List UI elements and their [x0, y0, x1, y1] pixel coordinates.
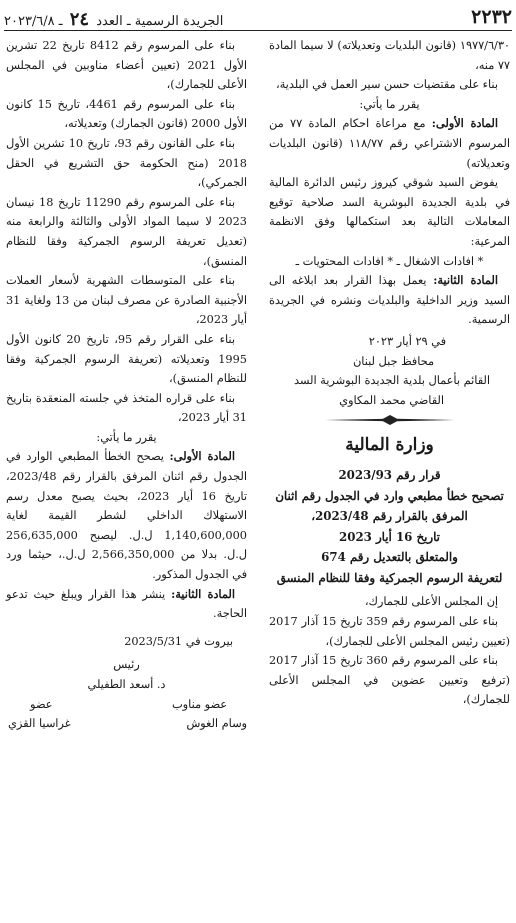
body-paragraph: إن المجلس الأعلى للجمارك،: [364, 595, 498, 609]
journal-name: الجريدة الرسمية ـ العدد: [96, 14, 224, 29]
article-two: [269, 271, 510, 330]
signature-name: القاضي محمد المكاوي: [339, 393, 444, 407]
article-one: [269, 114, 510, 173]
decision-number: قرار رقم 2023/93: [338, 468, 441, 483]
signature-date: في ٢٩ أيار ٢٠٢٣: [368, 334, 446, 348]
members-labels-row: [6, 695, 247, 715]
article-label: المادة الأولى:: [431, 116, 498, 131]
article-text: يصحح الخطأ المطبعي الوارد في الجدول رقم اثنان المرفق بالقرار رقم 2023/48، تاريخ 16 أيار 2023، بحيث يصبح معدل رسم الاستهلاك الداخلي لشطر القيمة لغاية 1,140,600,000 ل.ل. ليصبح 256,635,000 ل.ل. بدلا من 2,566,350,000 ل.ل.، حيثما ورد في الجدول المذكور.: [6, 450, 247, 582]
article-text: مع مراعاة احكام المادة ٧٧ من المرسوم الاشتراعي رقم ١١٨/٧٧ (قانون البلديات وتعديلاته): [269, 117, 510, 170]
right-column: [269, 36, 510, 710]
body-paragraph: بناء على قراره المتخذ في جلسته المنعقدة بتاريخ 31 أيار 2023،: [6, 391, 247, 425]
authorization-paragraph: يفوض السيد شوقي كيروز رئيس الدائرة المالية في بلدية الجديدة البوشرية السد صلاحية توقيع المعاملات التالية بعد استكمالها وفق الانظمة المرعية:: [269, 176, 510, 248]
article-label: المادة الثانية:: [171, 586, 235, 601]
body-paragraph: بناء على المرسوم رقم 360 تاريخ 15 آذار 2017 (ترفيع وتعيين عضوين في المجلس الأعلى للجمارك)،: [269, 654, 510, 707]
page-header: [4, 6, 512, 31]
body-paragraph: بناء على القانون رقم 93، تاريخ 10 تشرين الأول 2018 (منح الحكومة حق التشريع في الحقل الجمركي)،: [6, 136, 247, 190]
member-label: عضو: [30, 697, 53, 711]
decides-heading: يقرر ما يأتي:: [359, 97, 420, 111]
decision-subject: المرفق بالقرار رقم 2023/48،: [311, 509, 468, 524]
bullet-items: * افادات الاشغال ـ * افادات المحتويات ـ: [295, 254, 484, 268]
ornament-divider-icon: [269, 412, 510, 432]
member-name: غراسيا القزي: [8, 717, 71, 731]
body-paragraph: بناء على المرسوم رقم 359 تاريخ 15 آذار 2017 (تعيين رئيس المجلس الأعلى للجمارك)،: [269, 615, 510, 648]
body-paragraph: بناء على القرار رقم 95، تاريخ 20 كانون الأول 1995 وتعديلاته (تعريفة الرسوم الجمركية وفقا للنظام المنسق)،: [6, 332, 247, 386]
decision-subject: تصحيح خطأ مطبعي وارد في الجدول رقم اثنان: [275, 488, 504, 503]
left-column: [6, 36, 247, 734]
members-names-row: [6, 714, 247, 734]
signature-title: محافظ جبل لبنان: [352, 354, 434, 368]
article-label: المادة الأولى:: [169, 449, 235, 464]
issue-date: ـ ٢٠٢٣/٦/٨: [4, 14, 63, 29]
page-number: ٢٢٣٢: [471, 6, 512, 28]
article-two: [6, 585, 247, 624]
body-paragraph: بناء على المرسوم رقم 4461، تاريخ 15 كانون الأول 2000 (قانون الجمارك) وتعديلاته،: [6, 97, 247, 131]
alt-member-name: وسام الغوش: [186, 717, 247, 731]
journal-issue-line: [4, 9, 223, 30]
president-label: رئيس: [113, 658, 140, 672]
signature-block: [269, 332, 510, 410]
decides-heading: يقرر ما يأتي:: [96, 430, 157, 444]
president-name: د. أسعد الطفيلي: [87, 678, 166, 691]
article-text: يعمل بهذا القرار بعد ابلاغه الى السيد وزير الداخلية والبلديات ونشره في الجريدة الرسمية.: [269, 274, 510, 327]
signature-title: القائم بأعمال بلدية الجديدة البوشرية السد: [294, 374, 490, 388]
article-label: المادة الثانية:: [433, 273, 498, 288]
body-paragraph: بناء على المرسوم رقم 8412 تاريخ 22 تشرين الأول 2021 (تعيين أعضاء مناوبين في المجلس الأعلى للجمارك)،: [6, 39, 247, 92]
decision-subject: والمتعلق بالتعديل رقم 674: [321, 550, 458, 565]
body-paragraph: بناء على المرسوم رقم 11290 تاريخ 18 نيسان 2023 لا سيما المواد الأولى والثالثة والرابعة منه (تعديل تعريفة الرسوم الجمركية وفقا للنظام المنسق)،: [6, 195, 247, 268]
decision-subject: لتعريفة الرسوم الجمركية وفقا للنظام المنسق: [276, 570, 503, 585]
alt-member-label: عضو مناوب: [172, 697, 227, 711]
ministry-title: وزارة المالية: [345, 434, 434, 455]
intro-paragraph: ١٩٧٧/٦/٣٠ (قانون البلديات وتعديلاته) لا سيما المادة ٧٧ منه،: [269, 39, 510, 72]
decision-header: [269, 465, 510, 588]
intro-paragraph: بناء على مقتضيات حسن سير العمل في البلدية،: [275, 78, 498, 92]
article-one: [6, 447, 247, 584]
issue-number: ٢٤: [69, 9, 90, 30]
decision-subject: تاريخ 16 أيار 2023: [339, 529, 440, 544]
article-text: ينشر هذا القرار ويبلغ حيث تدعو الحاجة.: [6, 587, 247, 621]
signature-date: بيروت في 2023/5/31: [124, 634, 233, 648]
body-paragraph: بناء على المتوسطات الشهرية لأسعار العملات الأجنبية الصادرة عن مصرف لبنان من 13 ولغاية 31 أيار 2023،: [6, 274, 247, 327]
